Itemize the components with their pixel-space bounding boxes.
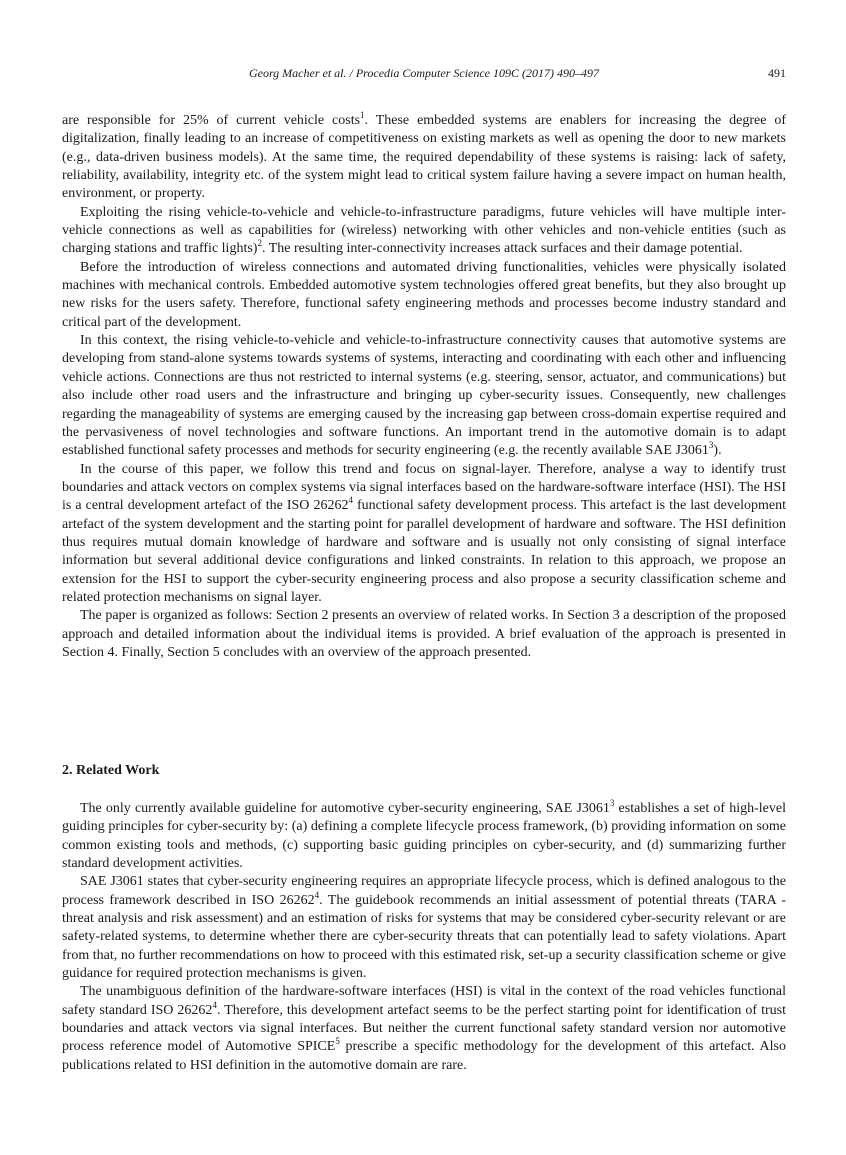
citation: 2 [257, 238, 262, 249]
paragraph: are responsible for 25% of current vehicle costs$^1$. These embedded systems are enablers for increasing the degree of digitalization, finally leading to an increase of competitiveness on existing markets as well as opening the door to new markets (e.g., data-driven business models). At the same time, the required dependability of these systems is raising: lack of safety, reliability, availability, integrity etc. of the system might lead to critical system failure having a severe impact on human health, environment, or property. [62, 110, 786, 202]
section-heading: 2. Related Work [62, 763, 160, 778]
citation: 3 [609, 798, 615, 808]
paragraph: In this context, the rising vehicle-to-vehicle and vehicle-to-infrastructure connectivity causes that automotive systems are developing from stand-alone systems towards systems of systems, interacting and coordinating with each other and influencing vehicle actions. Connections are thus not restricted to internal systems (e.g. steering, sensor, actuator, and communications) but also include other road users and the infrastructure and bringing up cyber-security issues. Consequently, new challenges regarding the manageability of systems are emerging caused by the increasing gap between cross-domain expertise required and the pervasiveness of novel technologies and software functions. An important trend in the automotive domain is to adapt established functional safety processes and methods for security engineering (e.g. the recently available SAE J3061$^3$). [62, 333, 786, 459]
citation: 4 [212, 999, 217, 1010]
intro-text [62, 112, 786, 662]
running-title: Georg Macher et al. / Procedia Computer Science 109C (2017) 490–497 [248, 66, 600, 80]
paragraph: The unambiguous definition of the hardware-software interfaces (HSI) is vital in the context of the road vehicles functional safety standard ISO 26262$^4$. Therefore, this development artefact seems to be the perfect starting point for identification of trust boundaries and attack vectors via signal interfaces. But neither the current functional safety standard version nor automotive process reference model of Automotive SPICE$^5$ prescribe a specific methodology for the development of this artefact. Also publications related to HSI definition in the automotive domain are rare. [62, 984, 786, 1073]
citation: 1 [360, 110, 365, 120]
paragraph: The only currently available guideline for automotive cyber-security engineering, SAE J3061$^3$ establishes a set of high-level guiding principles for cyber-security by: (a) defining a complete lifecycle process framework, (b) providing information on some common existing tools and methods, (c) supporting basic guiding principles on cyber-security, and (d) summarizing further standard development activities. [62, 798, 787, 872]
paragraph: In the course of this paper, we follow this trend and focus on signal-layer. Therefore, analyse a way to identify trust boundaries and attack vectors on complex systems via signal interfaces based on the hardware-software interface (HSI). The HSI is a central development artefact of the ISO 26262$^4$ functional safety development process. This artefact is the last development artefact of the system development and the starting point for parallel development of hardware and software. The HSI definition thus requires mutual domain knowledge of hardware and software and is usually not only consisting of signal interface information but several additional device configurations and linked constraints. In relation to this approach, we propose an extension for the HSI to support the cyber-security engineering process and also propose a security classification scheme and related protection mechanisms on signal layer. [62, 461, 786, 605]
citation: 4 [314, 889, 320, 900]
paragraph: Before the introduction of wireless connections and automated driving functionalities, vehicles were physically isolated machines with mechanical controls. Embedded automotive system technologies offered great benefits, but they also brought up new risks for the users safety. Therefore, functional safety engineering methods and processes become industry standard and critical part of the development. [62, 259, 786, 330]
page-number: 491 [768, 66, 786, 80]
paragraph: The paper is organized as follows: Section 2 presents an overview of related works. In Section 3 a description of the proposed approach and detailed information about the individual items is provided. A brief evaluation of the approach is presented in Section 4. Finally, Section 5 concludes with an overview of the approach presented. [62, 608, 786, 660]
citation: 5 [335, 1036, 340, 1047]
paragraph: SAE J3061 states that cyber-security engineering requires an appropriate lifecycle process, which is defined analogous to the process framework described in ISO 26262$^4$. The guidebook recommends an initial assessment of potential threats (TARA - threat analysis and risk assessment) and an estimation of risks for systems that may be considered cyber-security relevant or are safety-related systems, to determine whether there are cyber-security threats that can potentially lead to safety violations. Apart from that, no further recommendations on how to proceed with this estimated risk, set-up a security classification scheme or give guidance for required protection mechanisms is given. [62, 874, 786, 982]
citation: 3 [708, 440, 714, 451]
citation: 4 [348, 495, 353, 506]
related-work-text [62, 800, 786, 1075]
running-header [62, 66, 786, 82]
paragraph: Exploiting the rising vehicle-to-vehicle and vehicle-to-infrastructure paradigms, future vehicles will have multiple inter-vehicle connections as well as capabilities for (wireless) networking with other vehicles and non-vehicle entities (such as charging stations and traffic lights)$^2$. The resulting inter-connectivity increases attack surfaces and their damage potential. [62, 204, 786, 257]
